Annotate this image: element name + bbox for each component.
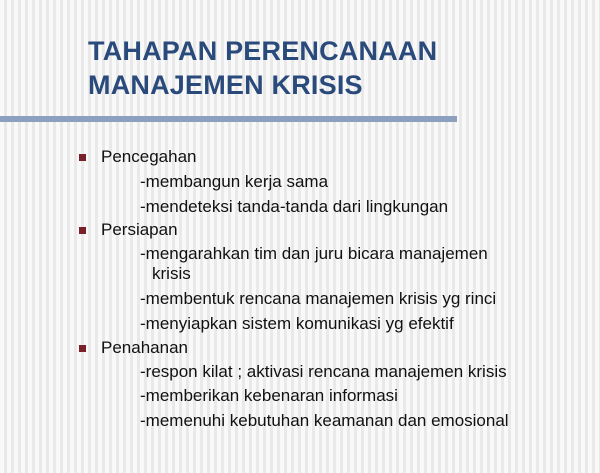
- list-item-continuation: krisis: [152, 264, 191, 283]
- list-item: -memberikan kebenaran informasi: [140, 386, 398, 405]
- section-label-pencegahan: Pencegahan: [101, 147, 197, 166]
- section-label-penahanan: Penahanan: [101, 338, 188, 357]
- list-item: -memenuhi kebutuhan keamanan dan emosional: [140, 411, 509, 430]
- bullet-square-icon: [79, 154, 86, 161]
- slide-title: [88, 34, 437, 102]
- list-item: -menyiapkan sistem komunikasi yg efektif: [140, 314, 454, 333]
- title-line-1: TAHAPAN PERENCANAAN: [88, 36, 438, 66]
- list-item: -membangun kerja sama: [140, 172, 329, 191]
- title-line-2: MANAJEMEN KRISIS: [88, 70, 363, 100]
- section-label-persiapan: Persiapan: [101, 220, 178, 239]
- list-item: -membentuk rencana manajemen krisis yg rinci: [140, 289, 497, 308]
- list-item: -mendeteksi tanda-tanda dari lingkungan: [140, 197, 449, 216]
- bullet-square-icon: [79, 227, 86, 234]
- list-item: -mengarahkan tim dan juru bicara manajemen: [140, 244, 488, 263]
- title-divider: [0, 116, 457, 122]
- bullet-square-icon: [79, 345, 86, 352]
- list-item: -respon kilat ; aktivasi rencana manajemen krisis: [140, 362, 507, 381]
